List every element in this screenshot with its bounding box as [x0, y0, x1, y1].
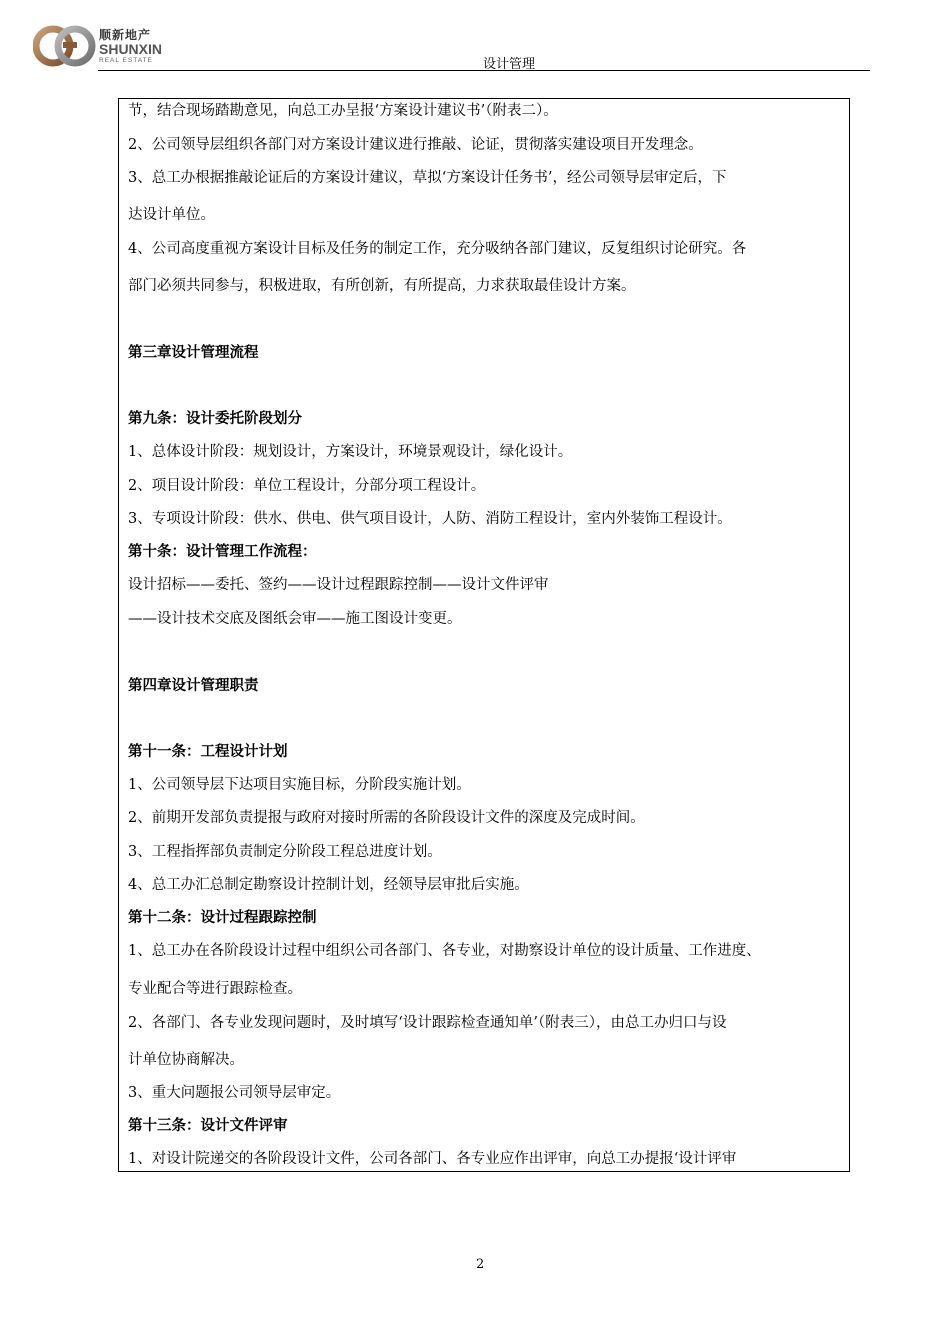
header-title: 设计管理: [483, 57, 536, 72]
article-heading: 第十二条：设计过程跟踪控制: [128, 909, 317, 926]
body-line: 4、总工办汇总制定勘察设计控制计划，经领导层审批后实施。: [128, 877, 529, 893]
article-heading: 第十一条：工程设计计划: [128, 743, 288, 760]
body-line: 3、总工办根据推敲论证后的方案设计建议，草拟‘方案设计任务书’，经公司领导层审定后，下: [128, 170, 727, 186]
body-line: 3、工程指挥部负责制定分阶段工程总进度计划。: [128, 844, 442, 860]
chapter-heading: 第四章设计管理职责: [128, 677, 259, 694]
body-line: 设计招标——委托、签约——设计过程跟踪控制——设计文件评审: [128, 577, 549, 593]
header-divider: [98, 70, 870, 71]
company-logo: [33, 22, 173, 70]
logo-chinese-name: 顺新地产: [99, 28, 152, 42]
article-heading: 第十三条：设计文件评审: [128, 1117, 288, 1134]
chapter-heading: 第三章设计管理流程: [128, 344, 259, 361]
page-header: [0, 0, 950, 80]
logo-subtitle: REAL ESTATE: [99, 57, 153, 64]
body-line: 3、重大问题报公司领导层审定。: [128, 1085, 341, 1101]
content-frame: [118, 98, 850, 1172]
page-number: 2: [476, 1257, 485, 1272]
shunxin-logo-icon: [33, 22, 97, 70]
body-line: 1、对设计院递交的各阶段设计文件，公司各部门、各专业应作出评审，向总工办提报‘设计评审: [128, 1151, 737, 1167]
body-line: 2、各部门、各专业发现问题时，及时填写‘设计跟踪检查通知单’（附表三），由总工办归口与设: [128, 1015, 727, 1031]
body-line: 1、总工办在各阶段设计过程中组织公司各部门、各专业，对勘察设计单位的设计质量、工作进度、: [128, 943, 761, 959]
body-line: 2、项目设计阶段：单位工程设计，分部分项工程设计。: [128, 478, 486, 494]
body-line: 4、公司高度重视方案设计目标及任务的制定工作，充分吸纳各部门建议，反复组织讨论研究。各: [128, 241, 747, 257]
body-line: 3、专项设计阶段：供水、供电、供气项目设计，人防、消防工程设计，室内外装饰工程设计。: [128, 511, 732, 527]
body-line: 达设计单位。: [128, 207, 215, 223]
body-line: 2、前期开发部负责提报与政府对接时所需的各阶段设计文件的深度及完成时间。: [128, 810, 645, 826]
body-line: ——设计技术交底及图纸会审——施工图设计变更。: [128, 611, 462, 627]
body-line: 节，结合现场踏勘意见，向总工办呈报‘方案设计建议书’（附表二）。: [128, 103, 558, 119]
body-line: 1、总体设计阶段：规划设计，方案设计，环境景观设计，绿化设计。: [128, 444, 573, 460]
body-line: 专业配合等进行跟踪检查。: [128, 981, 302, 997]
article-heading: 第九条：设计委托阶段划分: [128, 410, 302, 427]
body-line: 计单位协商解决。: [128, 1052, 244, 1068]
body-line: 部门必须共同参与，积极进取，有所创新，有所提高，力求获取最佳设计方案。: [128, 278, 636, 294]
body-line: 2、公司领导层组织各部门对方案设计建议进行推敲、论证，贯彻落实建设项目开发理念。: [128, 137, 703, 153]
logo-english-name: SHUNXIN: [99, 41, 163, 57]
body-line: 1、公司领导层下达项目实施目标，分阶段实施计划。: [128, 777, 471, 793]
article-heading: 第十条：设计管理工作流程：: [128, 543, 317, 560]
